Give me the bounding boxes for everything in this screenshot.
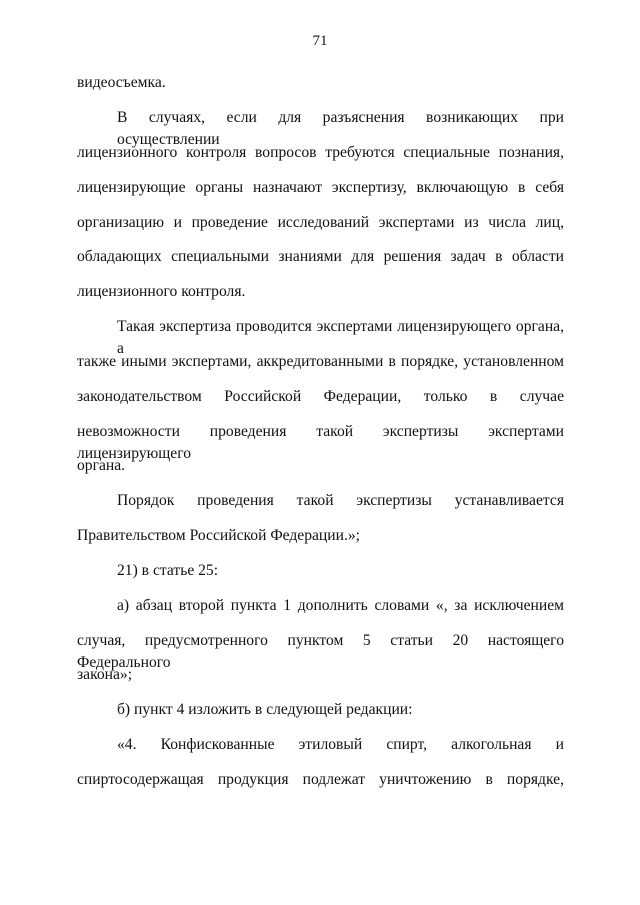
text-line: 21) в статье 25: (117, 562, 219, 579)
text-line: лицензионного контроля. (77, 283, 246, 300)
text-line: лицензионного контроля вопросов требуются специальные познания, (77, 144, 564, 161)
text-line: а) абзац второй пункта 1 дополнить словами «, за исключением (117, 597, 564, 614)
text-line: невозможности проведения такой экспертизы экспертами лицензирующего (77, 423, 564, 462)
text-line: Порядок проведения такой экспертизы устанавливается (117, 492, 564, 509)
text-line: лицензирующие органы назначают экспертизу, включающую в себя (77, 179, 564, 196)
page-number: 71 (312, 33, 328, 49)
text-line: спиртосодержащая продукция подлежат уничтожению в порядке, (77, 771, 564, 788)
text-line: Правительством Российской Федерации.»; (77, 527, 360, 544)
text-line: законодательством Российской Федерации, только в случае (77, 388, 564, 405)
text-line: органа. (77, 457, 126, 474)
text-line: организацию и проведение исследований экспертами из числа лиц, (77, 214, 564, 231)
text-line: видеосъемка. (77, 74, 166, 91)
text-line: Такая экспертиза проводится экспертами лицензирующего органа, а (117, 318, 564, 357)
text-line: В случаях, если для разъяснения возникающих при осуществлении (117, 109, 564, 148)
text-line: также иными экспертами, аккредитованными в порядке, установленном (77, 353, 564, 370)
text-line: закона»; (77, 666, 133, 683)
text-line: б) пункт 4 изложить в следующей редакции: (117, 701, 413, 718)
text-line: случая, предусмотренного пунктом 5 статьи 20 настоящего Федерального (77, 632, 564, 671)
text-line: «4. Конфискованные этиловый спирт, алкогольная и (117, 736, 564, 753)
text-line: обладающих специальными знаниями для решения задач в области (77, 248, 564, 265)
